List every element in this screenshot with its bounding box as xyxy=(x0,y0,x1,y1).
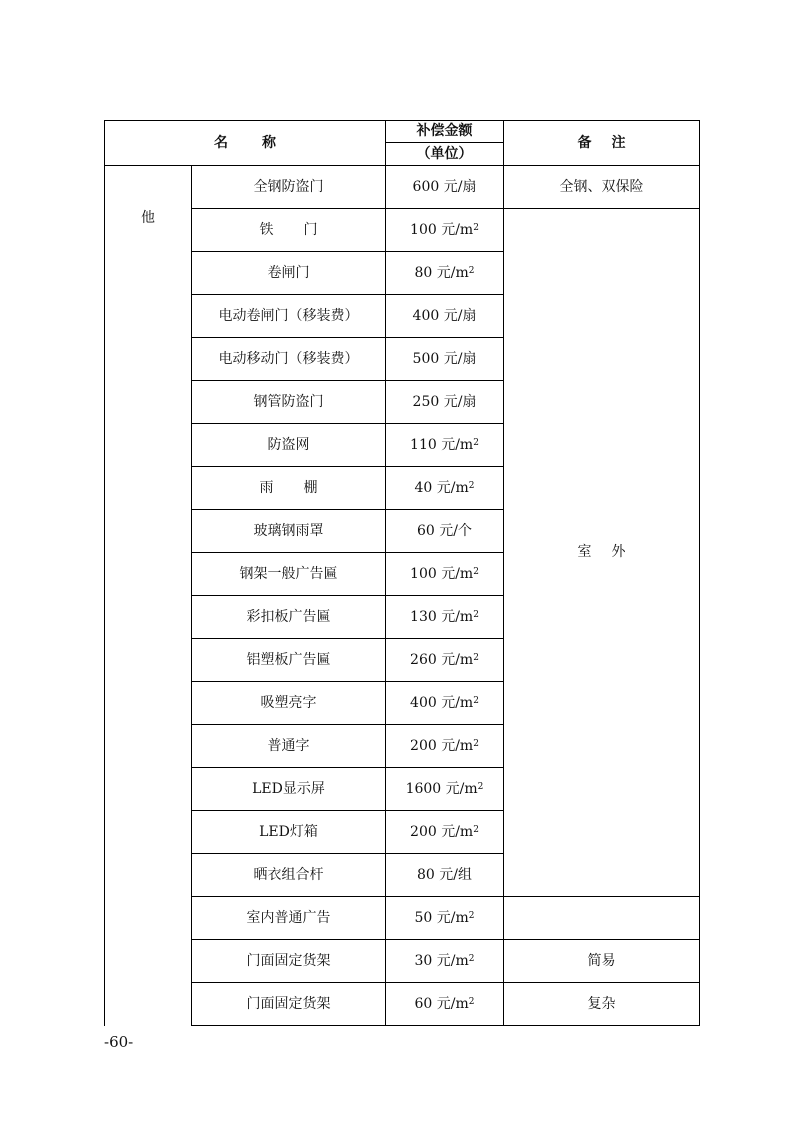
item-amount: 500 元/扇 xyxy=(386,338,504,381)
item-name: 吸塑亮字 xyxy=(192,682,386,725)
item-amount: 1600 元$/m^2$ xyxy=(386,768,504,811)
item-amount: 40 元$/m^2$ xyxy=(386,467,504,510)
table-row xyxy=(105,897,700,940)
item-name: 普通字 xyxy=(192,725,386,768)
item-amount: 50 元$/m^2$ xyxy=(386,897,504,940)
table-row xyxy=(105,983,700,1026)
item-amount: 80 元$/m^2$ xyxy=(386,252,504,295)
compensation-table xyxy=(104,120,700,1026)
item-name: 晒衣组合杆 xyxy=(192,854,386,897)
item-name: 防盗网 xyxy=(192,424,386,467)
item-amount: 600 元/扇 xyxy=(386,166,504,209)
item-name: 门面固定货架 xyxy=(192,940,386,983)
table-row xyxy=(105,209,700,252)
item-name: 门面固定货架 xyxy=(192,983,386,1026)
item-name: 电动移动门（移装费） xyxy=(192,338,386,381)
item-name: 全钢防盗门 xyxy=(192,166,386,209)
item-amount: 60 元$/m^2$ xyxy=(386,983,504,1026)
item-amount: 200 元$/m^2$ xyxy=(386,811,504,854)
item-remark xyxy=(504,897,700,940)
item-name: 钢架一般广告匾 xyxy=(192,553,386,596)
item-name: 彩扣板广告匾 xyxy=(192,596,386,639)
item-remark: 全钢、双保险 xyxy=(504,166,700,209)
item-amount: 60 元/个 xyxy=(386,510,504,553)
item-name: 电动卷闸门（移装费） xyxy=(192,295,386,338)
page-number: -60- xyxy=(104,1033,134,1051)
item-name: LED显示屏 xyxy=(192,768,386,811)
header-amount: 补偿金额 xyxy=(386,121,504,143)
item-name: LED灯箱 xyxy=(192,811,386,854)
item-amount: 30 元$/m^2$ xyxy=(386,940,504,983)
item-name: 玻璃钢雨罩 xyxy=(192,510,386,553)
item-name: 钢管防盗门 xyxy=(192,381,386,424)
item-name: 铁门 xyxy=(192,209,386,252)
item-amount: 130 元$/m^2$ xyxy=(386,596,504,639)
item-amount: 400 元$/m^2$ xyxy=(386,682,504,725)
header-unit: （单位） xyxy=(386,143,504,166)
item-amount: 260 元$/m^2$ xyxy=(386,639,504,682)
item-amount: 100 元$/m^2$ xyxy=(386,553,504,596)
item-name: 雨棚 xyxy=(192,467,386,510)
table-row xyxy=(105,940,700,983)
item-amount: 200 元$/m^2$ xyxy=(386,725,504,768)
category-cell: 他 xyxy=(105,166,192,1026)
item-remark: 简易 xyxy=(504,940,700,983)
table-row xyxy=(105,166,700,209)
item-name: 室内普通广告 xyxy=(192,897,386,940)
item-amount: 250 元/扇 xyxy=(386,381,504,424)
remark-outdoor: 室外 xyxy=(504,209,700,897)
item-amount: 110 元$/m^2$ xyxy=(386,424,504,467)
item-name: 铝塑板广告匾 xyxy=(192,639,386,682)
header-name: 名称 xyxy=(105,121,386,166)
item-name: 卷闸门 xyxy=(192,252,386,295)
item-amount: 80 元/组 xyxy=(386,854,504,897)
header-remark: 备注 xyxy=(504,121,700,166)
item-remark: 复杂 xyxy=(504,983,700,1026)
item-amount: 100 元$/m^2$ xyxy=(386,209,504,252)
item-amount: 400 元/扇 xyxy=(386,295,504,338)
